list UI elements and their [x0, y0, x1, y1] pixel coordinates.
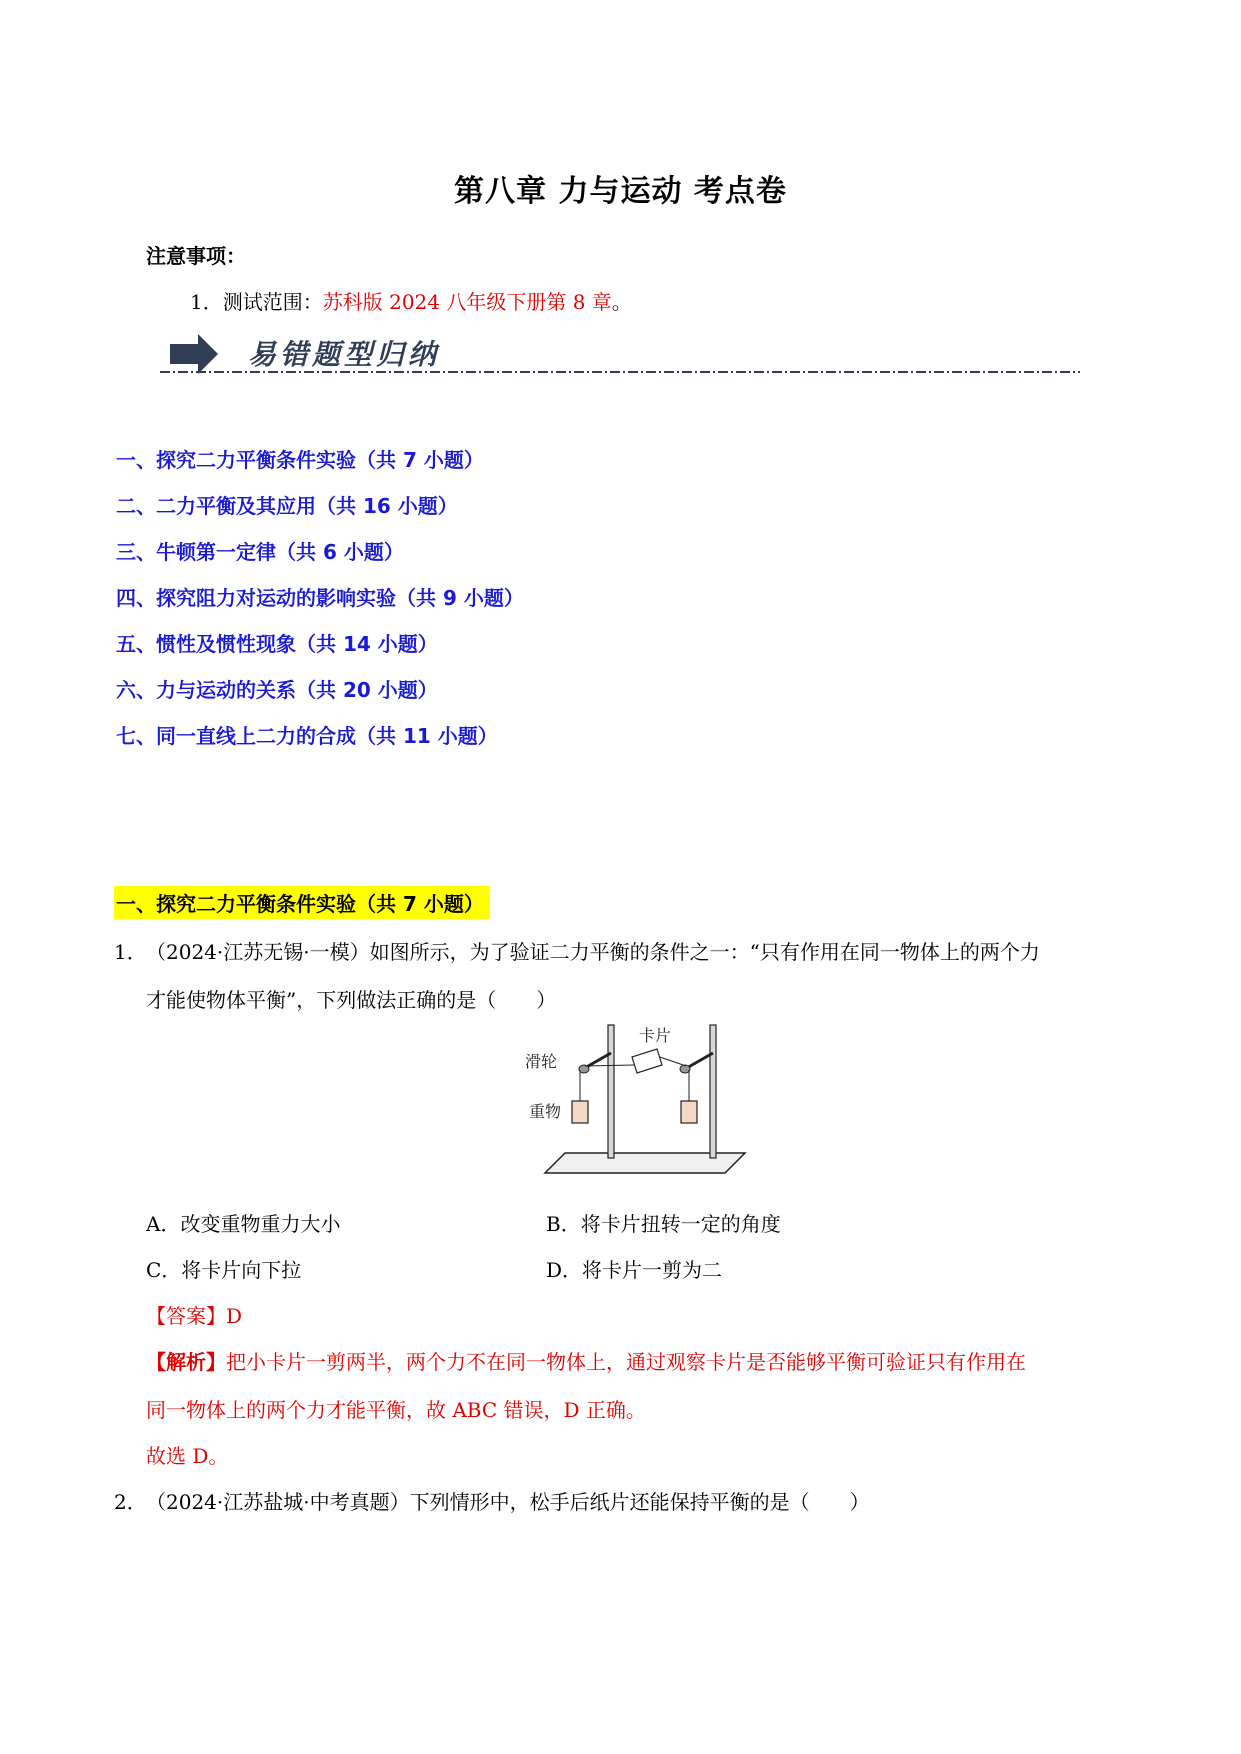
figure-label-card: 卡片 [639, 1026, 672, 1045]
q1-figure [525, 1015, 755, 1185]
q1-answer-value: D [226, 1304, 243, 1328]
figure-label-pulley: 滑轮 [525, 1052, 558, 1071]
notice-item-suffix: 。 [611, 290, 632, 314]
toc-item-5[interactable]: 五、惯性及惯性现象（共 14 小题） [116, 632, 438, 656]
section-heading: 一、探究二力平衡条件实验（共 7 小题） [114, 886, 490, 919]
section-banner [160, 330, 1080, 376]
q1-line1: （2024·江苏无锡·一模）如图所示，为了验证二力平衡的条件之一：“只有作用在同一物体上的两个力 [146, 940, 1040, 964]
toc-item-1[interactable]: 一、探究二力平衡条件实验（共 7 小题） [116, 448, 484, 472]
figure-label-weight: 重物 [529, 1102, 562, 1121]
q1-option-b[interactable]: B．将卡片扭转一定的角度 [546, 1212, 781, 1236]
q1-conclusion: 故选 D。 [146, 1444, 229, 1468]
q1-analysis-line1 [146, 1346, 1026, 1375]
q1-option-d[interactable]: D．将卡片一剪为二 [546, 1258, 723, 1282]
q1-analysis-text: 把小卡片一剪两半，两个力不在同一物体上，通过观察卡片是否能够平衡可验证只有作用在 [226, 1350, 1026, 1374]
q1-analysis-tag: 【解析】 [146, 1350, 226, 1374]
banner-text: 易错题型归纳 [248, 338, 441, 371]
q1-option-c[interactable]: C．将卡片向下拉 [146, 1258, 302, 1282]
arrow-icon [170, 334, 218, 374]
notice-label: 注意事项： [146, 244, 246, 268]
q1-number: 1． [114, 940, 147, 964]
q2-number: 2． [114, 1490, 147, 1514]
notice-item-scope: 苏科版 2024 八年级下册第 8 章 [322, 290, 612, 314]
toc-item-4[interactable]: 四、探究阻力对运动的影响实验（共 9 小题） [116, 586, 524, 610]
toc-item-2[interactable]: 二、二力平衡及其应用（共 16 小题） [116, 494, 458, 518]
toc-item-3[interactable]: 三、牛顿第一定律（共 6 小题） [116, 540, 404, 564]
q1-answer-tag: 【答案】 [146, 1304, 226, 1328]
notice-item [190, 286, 632, 315]
q1-answer [146, 1300, 242, 1329]
q1-analysis-line2: 同一物体上的两个力才能平衡，故 ABC 错误，D 正确。 [146, 1398, 646, 1422]
q1-line2: 才能使物体平衡”，下列做法正确的是（ ） [146, 988, 557, 1012]
toc-item-6[interactable]: 六、力与运动的关系（共 20 小题） [116, 678, 438, 702]
q2-text: （2024·江苏盐城·中考真题）下列情形中，松手后纸片还能保持平衡的是（ ） [146, 1490, 870, 1514]
toc-item-7[interactable]: 七、同一直线上二力的合成（共 11 小题） [116, 724, 498, 748]
notice-item-prefix: 测试范围： [222, 290, 323, 314]
notice-item-number: 1． [190, 290, 223, 314]
q1-option-a[interactable]: A．改变重物重力大小 [146, 1212, 341, 1236]
page-title: 第八章 力与运动 考点卷 [454, 174, 787, 209]
